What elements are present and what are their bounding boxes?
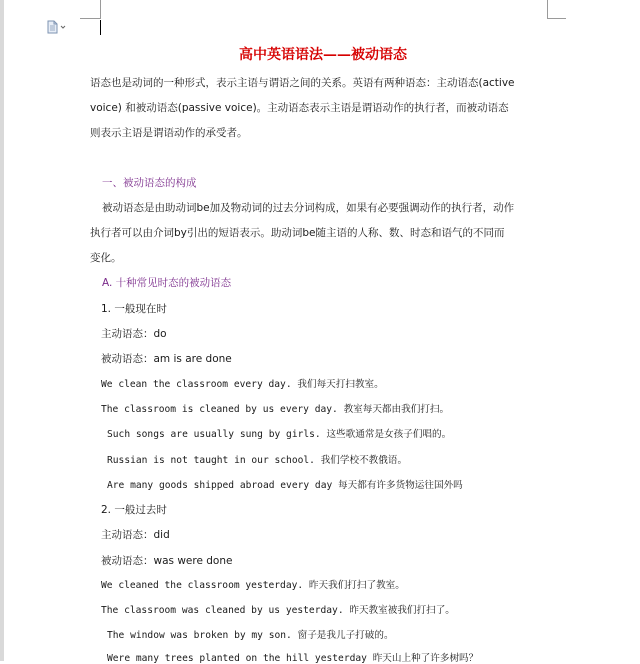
example-sentence: The classroom was cleaned by us yesterday. 昨天教室被我们打扫了。: [101, 605, 455, 616]
example-sentence: Such songs are usually sung by girls. 这些歌通常是女孩子们唱的。: [107, 429, 452, 440]
intro-line: 语态也是动词的一种形式，表示主语与谓语之间的关系。英语有两种语态：主动语态(active: [90, 77, 515, 89]
passive-voice-formula: 被动语态：am is are done: [101, 353, 232, 365]
section-paragraph-line: 被动语态是由助动词be加及物动词的过去分词构成，如果有必要强调动作的执行者，动作: [102, 202, 515, 214]
example-sentence: Russian is not taught in our school. 我们学校不教俄语。: [107, 455, 408, 466]
example-sentence: Are many goods shipped abroad every day 每天都有许多货物运往国外吗: [107, 480, 463, 491]
section-paragraph-line: 变化。: [90, 252, 122, 264]
intro-line: 则表示主语是谓语动作的承受者。: [90, 127, 248, 139]
passive-voice-formula: 被动语态：was were done: [101, 555, 233, 567]
example-sentence: We clean the classroom every day. 我们每天打扫教室。: [101, 379, 384, 390]
tense-heading: 2. 一般过去时: [101, 504, 167, 516]
tense-heading: 1. 一般现在时: [101, 303, 167, 315]
active-voice-formula: 主动语态：did: [101, 529, 170, 541]
document-title: 高中英语语法——被动语态: [239, 47, 407, 63]
intro-line: voice) 和被动语态(passive voice)。主动语态表示主语是谓语动作的执行者，而被动语态: [90, 102, 509, 114]
active-voice-formula: 主动语态：do: [101, 328, 167, 340]
example-sentence: Were many trees planted on the hill yesterday 昨天山上种了许多树吗？: [107, 653, 479, 664]
section-paragraph-line: 执行者可以由介词by引出的短语表示。助动词be随主语的人称、数、时态和语气的不同而: [90, 227, 505, 239]
example-sentence: The window was broken by my son. 窗子是我儿子打破的。: [107, 630, 394, 641]
section-heading: 一、被动语态的构成: [102, 177, 197, 189]
example-sentence: We cleaned the classroom yesterday. 昨天我们打扫了教室。: [101, 580, 405, 591]
subsection-heading: A. 十种常见时态的被动语态: [102, 277, 232, 289]
example-sentence: The classroom is cleaned by us every day. 教室每天都由我们打扫。: [101, 404, 450, 415]
